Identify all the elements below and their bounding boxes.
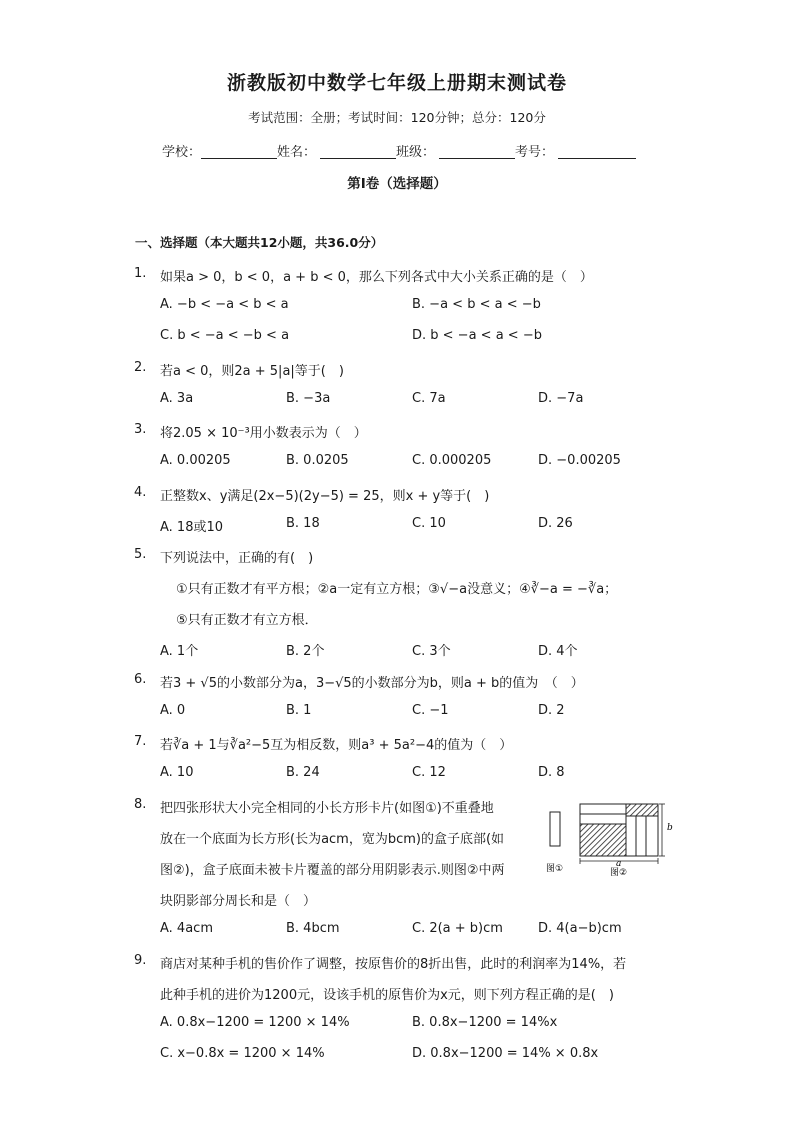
option-c[interactable]: C. 10 bbox=[412, 516, 446, 531]
question-text: 商店对某种手机的售价作了调整，按原售价的8折出售，此时的利润率为14%，若 bbox=[160, 957, 627, 972]
question-number: 4. bbox=[134, 485, 147, 500]
rectangle-cards-figure bbox=[546, 792, 676, 876]
top-card-1 bbox=[580, 804, 626, 814]
option-b[interactable]: B. −3a bbox=[286, 391, 331, 406]
option-b[interactable]: B. 1 bbox=[286, 703, 312, 718]
option-d[interactable]: D. b < −a < a < −b bbox=[412, 328, 542, 343]
top-card-2 bbox=[580, 814, 626, 824]
option-c[interactable]: C. −1 bbox=[412, 703, 449, 718]
question-number: 8. bbox=[134, 797, 147, 812]
option-b[interactable]: B. −a < b < a < −b bbox=[412, 297, 541, 312]
option-b[interactable]: B. 2个 bbox=[286, 644, 325, 659]
question-text: 若∛a + 1与∛a²−5互为相反数，则a³ + 5a²−4的值为（ ） bbox=[160, 738, 513, 753]
option-c[interactable]: C. x−0.8x = 1200 × 14% bbox=[160, 1046, 325, 1061]
volume-heading: 第I卷（选择题） bbox=[347, 176, 447, 192]
school-blank[interactable] bbox=[201, 144, 277, 159]
page-title: 浙教版初中数学七年级上册期末测试卷 bbox=[226, 72, 567, 94]
name-label: 姓名： bbox=[277, 145, 317, 160]
option-a[interactable]: A. 1个 bbox=[160, 644, 199, 659]
question-text: 图②)，盒子底面未被卡片覆盖的部分用阴影表示.则图②中两 bbox=[160, 863, 505, 878]
question-text: 下列说法中，正确的有( ) bbox=[160, 551, 314, 566]
question-number: 5. bbox=[134, 547, 147, 562]
question-text: 若3 + √5的小数部分为a，3−√5的小数部分为b，则a + b的值为 （ ） bbox=[160, 676, 584, 691]
option-a[interactable]: A. 3a bbox=[160, 391, 194, 406]
single-card-shape bbox=[550, 812, 560, 846]
option-c[interactable]: C. 2(a + b)cm bbox=[412, 921, 503, 936]
side-card-2 bbox=[636, 816, 646, 856]
option-b[interactable]: B. 4bcm bbox=[286, 921, 340, 936]
option-c[interactable]: C. 3个 bbox=[412, 644, 451, 659]
option-c[interactable]: C. 0.000205 bbox=[412, 453, 492, 468]
number-label: 考号： bbox=[515, 145, 555, 160]
question-number: 3. bbox=[134, 422, 147, 437]
option-a[interactable]: A. 0.00205 bbox=[160, 453, 231, 468]
option-d[interactable]: D. 26 bbox=[538, 516, 573, 531]
b-label: b bbox=[667, 823, 673, 833]
option-b[interactable]: B. 24 bbox=[286, 765, 320, 780]
option-b[interactable]: B. 18 bbox=[286, 516, 320, 531]
question-number: 6. bbox=[134, 672, 147, 687]
a-label: a bbox=[616, 859, 622, 869]
option-d[interactable]: D. 0.8x−1200 = 14% × 0.8x bbox=[412, 1046, 599, 1061]
option-a[interactable]: A. 0 bbox=[160, 703, 186, 718]
question-text: 把四张形状大小完全相同的小长方形卡片(如图①)不重叠地 bbox=[160, 801, 494, 816]
class-label: 班级： bbox=[396, 145, 436, 160]
option-d[interactable]: D. 4(a−b)cm bbox=[538, 921, 622, 936]
option-b[interactable]: B. 0.8x−1200 = 14%x bbox=[412, 1015, 558, 1030]
side-card-3 bbox=[646, 816, 658, 856]
side-card-1 bbox=[626, 816, 636, 856]
option-d[interactable]: D. 4个 bbox=[538, 644, 578, 659]
question-statements: ①只有正数才有平方根；②a一定有立方根；③√−a没意义；④∛−a = −∛a； bbox=[176, 582, 618, 597]
question-text: 若a < 0，则2a + 5|a|等于( ) bbox=[160, 364, 344, 379]
question-number: 2. bbox=[134, 360, 147, 375]
shaded-region-2 bbox=[626, 804, 658, 816]
number-blank[interactable] bbox=[558, 144, 636, 159]
section-heading: 一、选择题（本大题共12小题，共36.0分） bbox=[135, 235, 384, 250]
option-c[interactable]: C. b < −a < −b < a bbox=[160, 328, 290, 343]
option-c[interactable]: C. 7a bbox=[412, 391, 446, 406]
question-text: 如果a > 0，b < 0，a + b < 0，那么下列各式中大小关系正确的是（ ） bbox=[160, 270, 593, 285]
question-text: 放在一个底面为长方形(长为acm，宽为bcm)的盒子底部(如 bbox=[160, 832, 505, 847]
fig2-label: 图② bbox=[610, 868, 628, 876]
option-a[interactable]: A. 18或10 bbox=[160, 520, 224, 535]
question-text: 将2.05 × 10⁻³用小数表示为（ ） bbox=[160, 426, 367, 441]
exam-meta: 考试范围：全册；考试时间：120分钟；总分：120分 bbox=[248, 110, 546, 125]
option-d[interactable]: D. 2 bbox=[538, 703, 565, 718]
option-a[interactable]: A. 0.8x−1200 = 1200 × 14% bbox=[160, 1015, 350, 1030]
question-statements: ⑤只有正数才有立方根． bbox=[176, 613, 318, 628]
question-text: 正整数x、y满足(2x−5)(2y−5) = 25，则x + y等于( ) bbox=[160, 489, 490, 504]
question-number: 7. bbox=[134, 734, 147, 749]
option-a[interactable]: A. 10 bbox=[160, 765, 194, 780]
fig1-label: 图① bbox=[546, 864, 564, 874]
option-d[interactable]: D. 8 bbox=[538, 765, 565, 780]
class-blank[interactable] bbox=[439, 144, 515, 159]
shaded-region-1 bbox=[580, 824, 626, 856]
student-info-line bbox=[162, 141, 636, 160]
school-label: 学校： bbox=[162, 145, 202, 160]
question-number: 1. bbox=[134, 266, 147, 281]
option-d[interactable]: D. −0.00205 bbox=[538, 453, 621, 468]
option-a[interactable]: A. −b < −a < b < a bbox=[160, 297, 289, 312]
question-text: 此种手机的进价为1200元，设该手机的原售价为x元，则下列方程正确的是( ) bbox=[160, 988, 614, 1003]
option-a[interactable]: A. 4acm bbox=[160, 921, 213, 936]
question-text: 块阴影部分周长和是（ ） bbox=[160, 894, 317, 909]
question-number: 9. bbox=[134, 953, 147, 968]
option-c[interactable]: C. 12 bbox=[412, 765, 446, 780]
option-d[interactable]: D. −7a bbox=[538, 391, 584, 406]
name-blank[interactable] bbox=[320, 144, 396, 159]
option-b[interactable]: B. 0.0205 bbox=[286, 453, 349, 468]
